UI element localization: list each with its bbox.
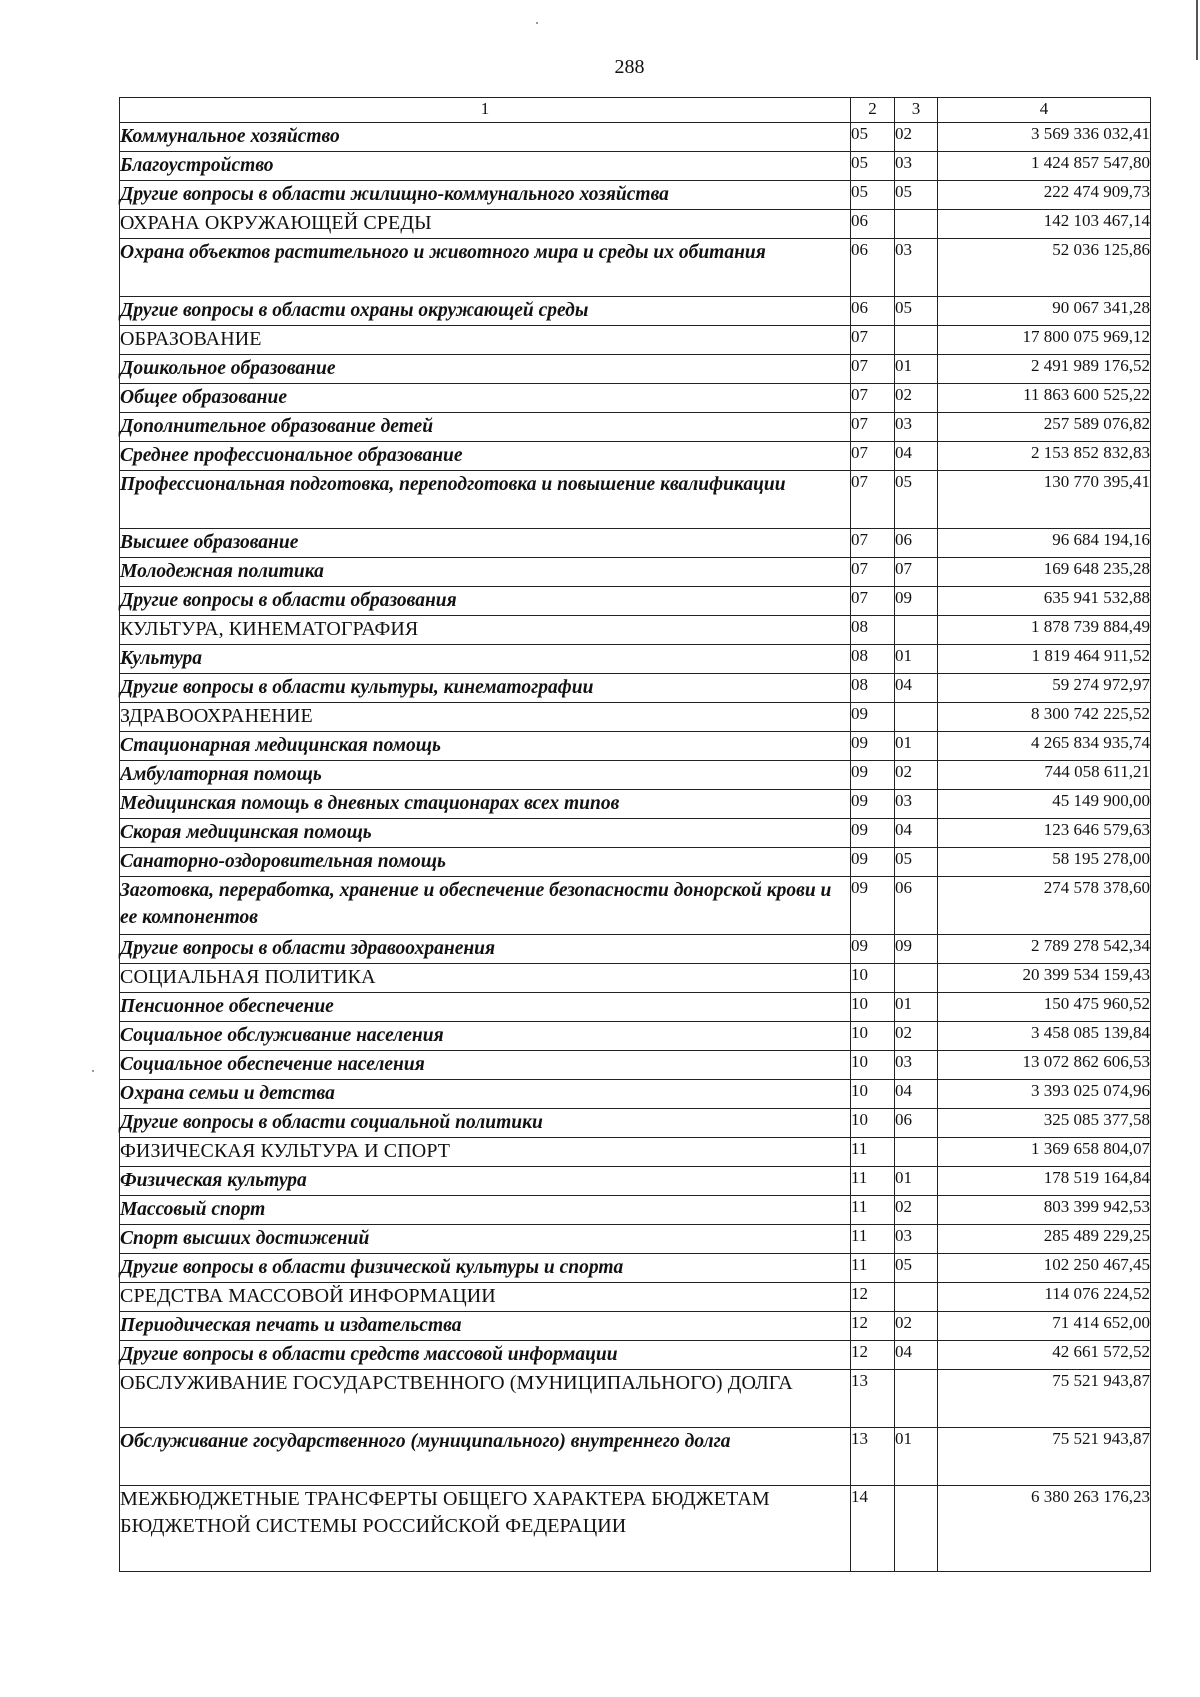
row-name: Заготовка, переработка, хранение и обеспечение безопасности донорской крови и ее компонентов (120, 877, 851, 935)
row-amount: 1 878 739 884,49 (938, 616, 1151, 645)
row-subsection-code: 04 (895, 819, 938, 848)
row-name: Периодическая печать и издательства (120, 1312, 851, 1341)
table-row (120, 1109, 1151, 1138)
row-section-code: 09 (851, 761, 895, 790)
row-section-code: 06 (851, 297, 895, 326)
table-row (120, 587, 1151, 616)
row-amount: 257 589 076,82 (938, 413, 1151, 442)
table-row (120, 123, 1151, 152)
row-subsection-code: 06 (895, 529, 938, 558)
row-name: Медицинская помощь в дневных стационарах всех типов (120, 790, 851, 819)
row-name: Обслуживание государственного (муниципального) внутреннего долга (120, 1428, 851, 1486)
row-amount: 8 300 742 225,52 (938, 703, 1151, 732)
row-amount: 13 072 862 606,53 (938, 1051, 1151, 1080)
table-row (120, 1370, 1151, 1428)
scan-speck (92, 1070, 94, 1072)
row-section-code: 12 (851, 1312, 895, 1341)
budget-table (119, 97, 1151, 1572)
table-row (120, 1428, 1151, 1486)
row-name: Другие вопросы в области охраны окружающей среды (120, 297, 851, 326)
row-amount: 2 491 989 176,52 (938, 355, 1151, 384)
table-row (120, 1051, 1151, 1080)
row-amount: 71 414 652,00 (938, 1312, 1151, 1341)
table-body (120, 123, 1151, 1572)
row-subsection-code: 07 (895, 558, 938, 587)
row-subsection-code: 04 (895, 1341, 938, 1370)
row-amount: 285 489 229,25 (938, 1225, 1151, 1254)
row-amount: 150 475 960,52 (938, 993, 1151, 1022)
row-name: Другие вопросы в области здравоохранения (120, 935, 851, 964)
row-amount: 1 369 658 804,07 (938, 1138, 1151, 1167)
header-col-4: 4 (938, 98, 1151, 123)
table-row (120, 732, 1151, 761)
row-name: Культура (120, 645, 851, 674)
table-row (120, 355, 1151, 384)
row-subsection-code (895, 703, 938, 732)
table-header-row (120, 98, 1151, 123)
table-row (120, 703, 1151, 732)
table-row (120, 1341, 1151, 1370)
row-subsection-code: 01 (895, 645, 938, 674)
row-amount: 130 770 395,41 (938, 471, 1151, 529)
row-amount: 178 519 164,84 (938, 1167, 1151, 1196)
row-amount: 58 195 278,00 (938, 848, 1151, 877)
row-amount: 803 399 942,53 (938, 1196, 1151, 1225)
row-subsection-code (895, 326, 938, 355)
table-row (120, 181, 1151, 210)
table-row (120, 877, 1151, 935)
row-amount: 325 085 377,58 (938, 1109, 1151, 1138)
row-section-code: 07 (851, 529, 895, 558)
row-amount: 4 265 834 935,74 (938, 732, 1151, 761)
table-row (120, 761, 1151, 790)
table-row (120, 1022, 1151, 1051)
row-name: Другие вопросы в области физической культуры и спорта (120, 1254, 851, 1283)
row-amount: 102 250 467,45 (938, 1254, 1151, 1283)
row-name: ОХРАНА ОКРУЖАЮЩЕЙ СРЕДЫ (120, 210, 851, 239)
row-subsection-code: 06 (895, 877, 938, 935)
page-number: 288 (614, 56, 645, 78)
row-section-code: 08 (851, 616, 895, 645)
row-amount: 20 399 534 159,43 (938, 964, 1151, 993)
row-name: Санаторно-оздоровительная помощь (120, 848, 851, 877)
table-row (120, 471, 1151, 529)
scan-edge-line (1196, 0, 1198, 60)
row-subsection-code: 01 (895, 355, 938, 384)
row-subsection-code (895, 1283, 938, 1312)
row-subsection-code (895, 1370, 938, 1428)
row-subsection-code: 03 (895, 152, 938, 181)
row-amount: 635 941 532,88 (938, 587, 1151, 616)
row-section-code: 07 (851, 384, 895, 413)
row-name: Профессиональная подготовка, переподготовка и повышение квалификации (120, 471, 851, 529)
row-name: Скорая медицинская помощь (120, 819, 851, 848)
row-amount: 123 646 579,63 (938, 819, 1151, 848)
table-row (120, 1283, 1151, 1312)
row-name: МЕЖБЮДЖЕТНЫЕ ТРАНСФЕРТЫ ОБЩЕГО ХАРАКТЕРА БЮДЖЕТАМ БЮДЖЕТНОЙ СИСТЕМЫ РОССИЙСКОЙ ФЕДЕРАЦИИ (120, 1486, 851, 1572)
row-section-code: 09 (851, 877, 895, 935)
row-name: Физическая культура (120, 1167, 851, 1196)
row-subsection-code: 02 (895, 384, 938, 413)
row-section-code: 09 (851, 819, 895, 848)
row-section-code: 07 (851, 413, 895, 442)
row-section-code: 11 (851, 1167, 895, 1196)
row-section-code: 05 (851, 123, 895, 152)
row-section-code: 12 (851, 1283, 895, 1312)
table-row (120, 529, 1151, 558)
table-row (120, 442, 1151, 471)
row-amount: 3 458 085 139,84 (938, 1022, 1151, 1051)
row-section-code: 11 (851, 1225, 895, 1254)
row-section-code: 09 (851, 935, 895, 964)
row-amount: 75 521 943,87 (938, 1370, 1151, 1428)
row-subsection-code: 02 (895, 1196, 938, 1225)
row-subsection-code: 05 (895, 848, 938, 877)
row-section-code: 11 (851, 1138, 895, 1167)
row-section-code: 07 (851, 442, 895, 471)
header-col-2: 2 (851, 98, 895, 123)
row-name: ФИЗИЧЕСКАЯ КУЛЬТУРА И СПОРТ (120, 1138, 851, 1167)
row-amount: 2 789 278 542,34 (938, 935, 1151, 964)
row-subsection-code: 02 (895, 123, 938, 152)
row-amount: 2 153 852 832,83 (938, 442, 1151, 471)
row-amount: 6 380 263 176,23 (938, 1486, 1151, 1572)
row-amount: 96 684 194,16 (938, 529, 1151, 558)
row-name: ЗДРАВООХРАНЕНИЕ (120, 703, 851, 732)
row-section-code: 07 (851, 355, 895, 384)
row-amount: 17 800 075 969,12 (938, 326, 1151, 355)
row-section-code: 09 (851, 848, 895, 877)
row-section-code: 07 (851, 326, 895, 355)
row-subsection-code: 09 (895, 587, 938, 616)
row-section-code: 07 (851, 587, 895, 616)
row-name: СРЕДСТВА МАССОВОЙ ИНФОРМАЦИИ (120, 1283, 851, 1312)
table-row (120, 674, 1151, 703)
row-name: Спорт высших достижений (120, 1225, 851, 1254)
row-amount: 75 521 943,87 (938, 1428, 1151, 1486)
row-subsection-code: 03 (895, 239, 938, 297)
row-amount: 1 424 857 547,80 (938, 152, 1151, 181)
row-subsection-code: 05 (895, 471, 938, 529)
table-row (120, 993, 1151, 1022)
row-name: КУЛЬТУРА, КИНЕМАТОГРАФИЯ (120, 616, 851, 645)
table-row (120, 239, 1151, 297)
row-amount: 3 393 025 074,96 (938, 1080, 1151, 1109)
row-name: Общее образование (120, 384, 851, 413)
row-subsection-code: 06 (895, 1109, 938, 1138)
row-section-code: 07 (851, 471, 895, 529)
table-row (120, 790, 1151, 819)
row-subsection-code: 04 (895, 442, 938, 471)
table-row (120, 1486, 1151, 1572)
row-name: Среднее профессиональное образование (120, 442, 851, 471)
table-row (120, 645, 1151, 674)
row-name: Благоустройство (120, 152, 851, 181)
row-name: Массовый спорт (120, 1196, 851, 1225)
row-subsection-code: 09 (895, 935, 938, 964)
row-section-code: 10 (851, 1022, 895, 1051)
row-amount: 11 863 600 525,22 (938, 384, 1151, 413)
row-subsection-code: 01 (895, 1428, 938, 1486)
table-row (120, 964, 1151, 993)
row-name: Охрана семьи и детства (120, 1080, 851, 1109)
row-name: Коммунальное хозяйство (120, 123, 851, 152)
row-section-code: 11 (851, 1196, 895, 1225)
row-name: Молодежная политика (120, 558, 851, 587)
table-row (120, 326, 1151, 355)
row-amount: 1 819 464 911,52 (938, 645, 1151, 674)
table-row (120, 616, 1151, 645)
row-name: Дошкольное образование (120, 355, 851, 384)
row-section-code: 10 (851, 1051, 895, 1080)
row-amount: 169 648 235,28 (938, 558, 1151, 587)
row-subsection-code: 04 (895, 674, 938, 703)
row-amount: 744 058 611,21 (938, 761, 1151, 790)
row-subsection-code (895, 210, 938, 239)
row-name: Социальное обеспечение населения (120, 1051, 851, 1080)
row-subsection-code: 03 (895, 413, 938, 442)
row-section-code: 06 (851, 210, 895, 239)
table-row (120, 384, 1151, 413)
table-row (120, 1167, 1151, 1196)
row-subsection-code: 04 (895, 1080, 938, 1109)
row-name: Амбулаторная помощь (120, 761, 851, 790)
table-row (120, 1254, 1151, 1283)
header-col-1: 1 (120, 98, 851, 123)
row-name: ОБСЛУЖИВАНИЕ ГОСУДАРСТВЕННОГО (МУНИЦИПАЛЬНОГО) ДОЛГА (120, 1370, 851, 1428)
row-section-code: 09 (851, 703, 895, 732)
row-amount: 114 076 224,52 (938, 1283, 1151, 1312)
row-section-code: 07 (851, 558, 895, 587)
row-subsection-code (895, 616, 938, 645)
row-section-code: 06 (851, 239, 895, 297)
row-section-code: 09 (851, 790, 895, 819)
table-row (120, 558, 1151, 587)
row-section-code: 05 (851, 152, 895, 181)
table-row (120, 1225, 1151, 1254)
row-subsection-code: 03 (895, 790, 938, 819)
row-section-code: 10 (851, 1109, 895, 1138)
row-name: СОЦИАЛЬНАЯ ПОЛИТИКА (120, 964, 851, 993)
row-section-code: 13 (851, 1370, 895, 1428)
row-section-code: 10 (851, 964, 895, 993)
row-subsection-code: 02 (895, 761, 938, 790)
row-name: Стационарная медицинская помощь (120, 732, 851, 761)
row-subsection-code: 05 (895, 1254, 938, 1283)
table-row (120, 935, 1151, 964)
table-row (120, 1196, 1151, 1225)
table-row (120, 152, 1151, 181)
row-section-code: 08 (851, 645, 895, 674)
row-section-code: 08 (851, 674, 895, 703)
row-amount: 142 103 467,14 (938, 210, 1151, 239)
row-subsection-code: 05 (895, 297, 938, 326)
row-subsection-code (895, 1138, 938, 1167)
row-subsection-code (895, 1486, 938, 1572)
row-name: Другие вопросы в области образования (120, 587, 851, 616)
table-row (120, 297, 1151, 326)
row-subsection-code (895, 964, 938, 993)
row-amount: 90 067 341,28 (938, 297, 1151, 326)
row-amount: 42 661 572,52 (938, 1341, 1151, 1370)
row-section-code: 05 (851, 181, 895, 210)
row-amount: 45 149 900,00 (938, 790, 1151, 819)
row-name: ОБРАЗОВАНИЕ (120, 326, 851, 355)
row-subsection-code: 03 (895, 1051, 938, 1080)
scan-speck (536, 22, 538, 24)
table-row (120, 848, 1151, 877)
row-name: Высшее образование (120, 529, 851, 558)
row-name: Охрана объектов растительного и животного мира и среды их обитания (120, 239, 851, 297)
row-amount: 274 578 378,60 (938, 877, 1151, 935)
row-section-code: 13 (851, 1428, 895, 1486)
row-subsection-code: 05 (895, 181, 938, 210)
row-section-code: 14 (851, 1486, 895, 1572)
table-row (120, 1312, 1151, 1341)
row-section-code: 10 (851, 993, 895, 1022)
row-name: Дополнительное образование детей (120, 413, 851, 442)
header-col-3: 3 (895, 98, 938, 123)
row-section-code: 12 (851, 1341, 895, 1370)
row-subsection-code: 01 (895, 1167, 938, 1196)
row-name: Социальное обслуживание населения (120, 1022, 851, 1051)
table-row (120, 210, 1151, 239)
row-amount: 222 474 909,73 (938, 181, 1151, 210)
row-amount: 59 274 972,97 (938, 674, 1151, 703)
row-name: Другие вопросы в области жилищно-коммунального хозяйства (120, 181, 851, 210)
row-amount: 3 569 336 032,41 (938, 123, 1151, 152)
row-name: Другие вопросы в области средств массовой информации (120, 1341, 851, 1370)
table-row (120, 1138, 1151, 1167)
table-row (120, 1080, 1151, 1109)
row-subsection-code: 01 (895, 993, 938, 1022)
row-name: Другие вопросы в области социальной политики (120, 1109, 851, 1138)
table-row (120, 413, 1151, 442)
row-amount: 52 036 125,86 (938, 239, 1151, 297)
row-subsection-code: 01 (895, 732, 938, 761)
row-section-code: 11 (851, 1254, 895, 1283)
row-name: Другие вопросы в области культуры, кинематографии (120, 674, 851, 703)
row-section-code: 10 (851, 1080, 895, 1109)
row-section-code: 09 (851, 732, 895, 761)
row-subsection-code: 02 (895, 1312, 938, 1341)
row-name: Пенсионное обеспечение (120, 993, 851, 1022)
row-subsection-code: 02 (895, 1022, 938, 1051)
row-subsection-code: 03 (895, 1225, 938, 1254)
table-row (120, 819, 1151, 848)
